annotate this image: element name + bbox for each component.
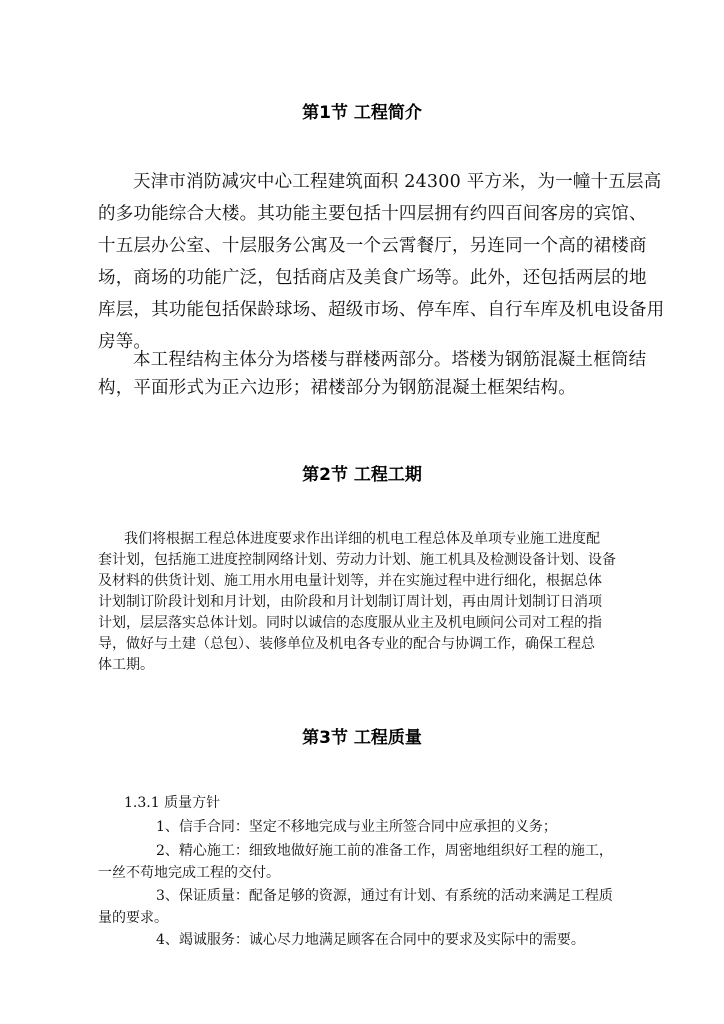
section-1-line: 库层，其功能包括保龄球场、超级市场、停车库、自行车库及机电设备用 xyxy=(98,300,665,320)
section-2-line: 体工期。 xyxy=(98,657,154,673)
section-2-line: 套计划，包括施工进度控制网络计划、劳动力计划、施工机具及检测设备计划、设备 xyxy=(98,552,616,568)
section-2-heading: 第2节 工程工期 xyxy=(302,465,422,485)
section-1-line: 场，商场的功能广泛，包括商店及美食广场等。此外，还包括两层的地 xyxy=(98,268,647,288)
section-1-heading: 第1节 工程简介 xyxy=(302,103,422,123)
section-1-line: 房等。 xyxy=(98,332,152,352)
section-1-line: 天津市消防减灾中心工程建筑面积 24300 平方米，为一幢十五层高 xyxy=(133,172,662,192)
section-2-line: 计划制订阶段计划和月计划，由阶段和月计划制订周计划，再由周计划制订日消项 xyxy=(98,594,602,610)
section-3-line: 2、精心施工：细致地做好施工前的准备工作，周密地组织好工程的施工， xyxy=(156,843,613,859)
section-2-line: 导，做好与土建（总包）、装修单位及机电各专业的配合与协调工作，确保工程总 xyxy=(98,636,595,652)
section-3-line: 量的要求。 xyxy=(98,910,168,926)
section-1-line: 构，平面形式为正六边形；裙楼部分为钢筋混凝土框架结构。 xyxy=(98,378,576,398)
section-1-line: 十五层办公室、十层服务公寓及一个云霄餐厅，另连同一个高的裙楼商 xyxy=(98,236,647,256)
section-2-line: 计划，层层落实总体计划。同时以诚信的态度服从业主及机电顾问公司对工程的指 xyxy=(98,615,602,631)
section-1-line: 的多功能综合大楼。其功能主要包括十四层拥有约四百间客房的宾馆、 xyxy=(98,204,647,224)
section-2-line: 及材料的供货计划、施工用水用电量计划等，并在实施过程中进行细化，根据总体 xyxy=(98,573,602,589)
section-3-line: 4、竭诚服务：诚心尽力地满足顾客在合同中的要求及实际中的需要。 xyxy=(156,932,585,948)
section-2-line: 我们将根据工程总体进度要求作出详细的机电工程总体及单项专业施工进度配 xyxy=(124,531,600,547)
section-3-line: 3、保证质量：配备足够的资源，通过有计划、有系统的活动来满足工程质 xyxy=(156,888,613,904)
section-3-line: 1、信手合同：坚定不移地完成与业主所签合同中应承担的义务； xyxy=(156,819,557,835)
section-3-subheading: 1.3.1 质量方针 xyxy=(124,795,221,811)
section-1-line: 本工程结构主体分为塔楼与群楼两部分。塔楼为钢筋混凝土框筒结 xyxy=(133,350,647,370)
section-3-heading: 第3节 工程质量 xyxy=(302,728,422,748)
section-3-line: 一丝不苟地完成工程的交付。 xyxy=(98,865,280,881)
